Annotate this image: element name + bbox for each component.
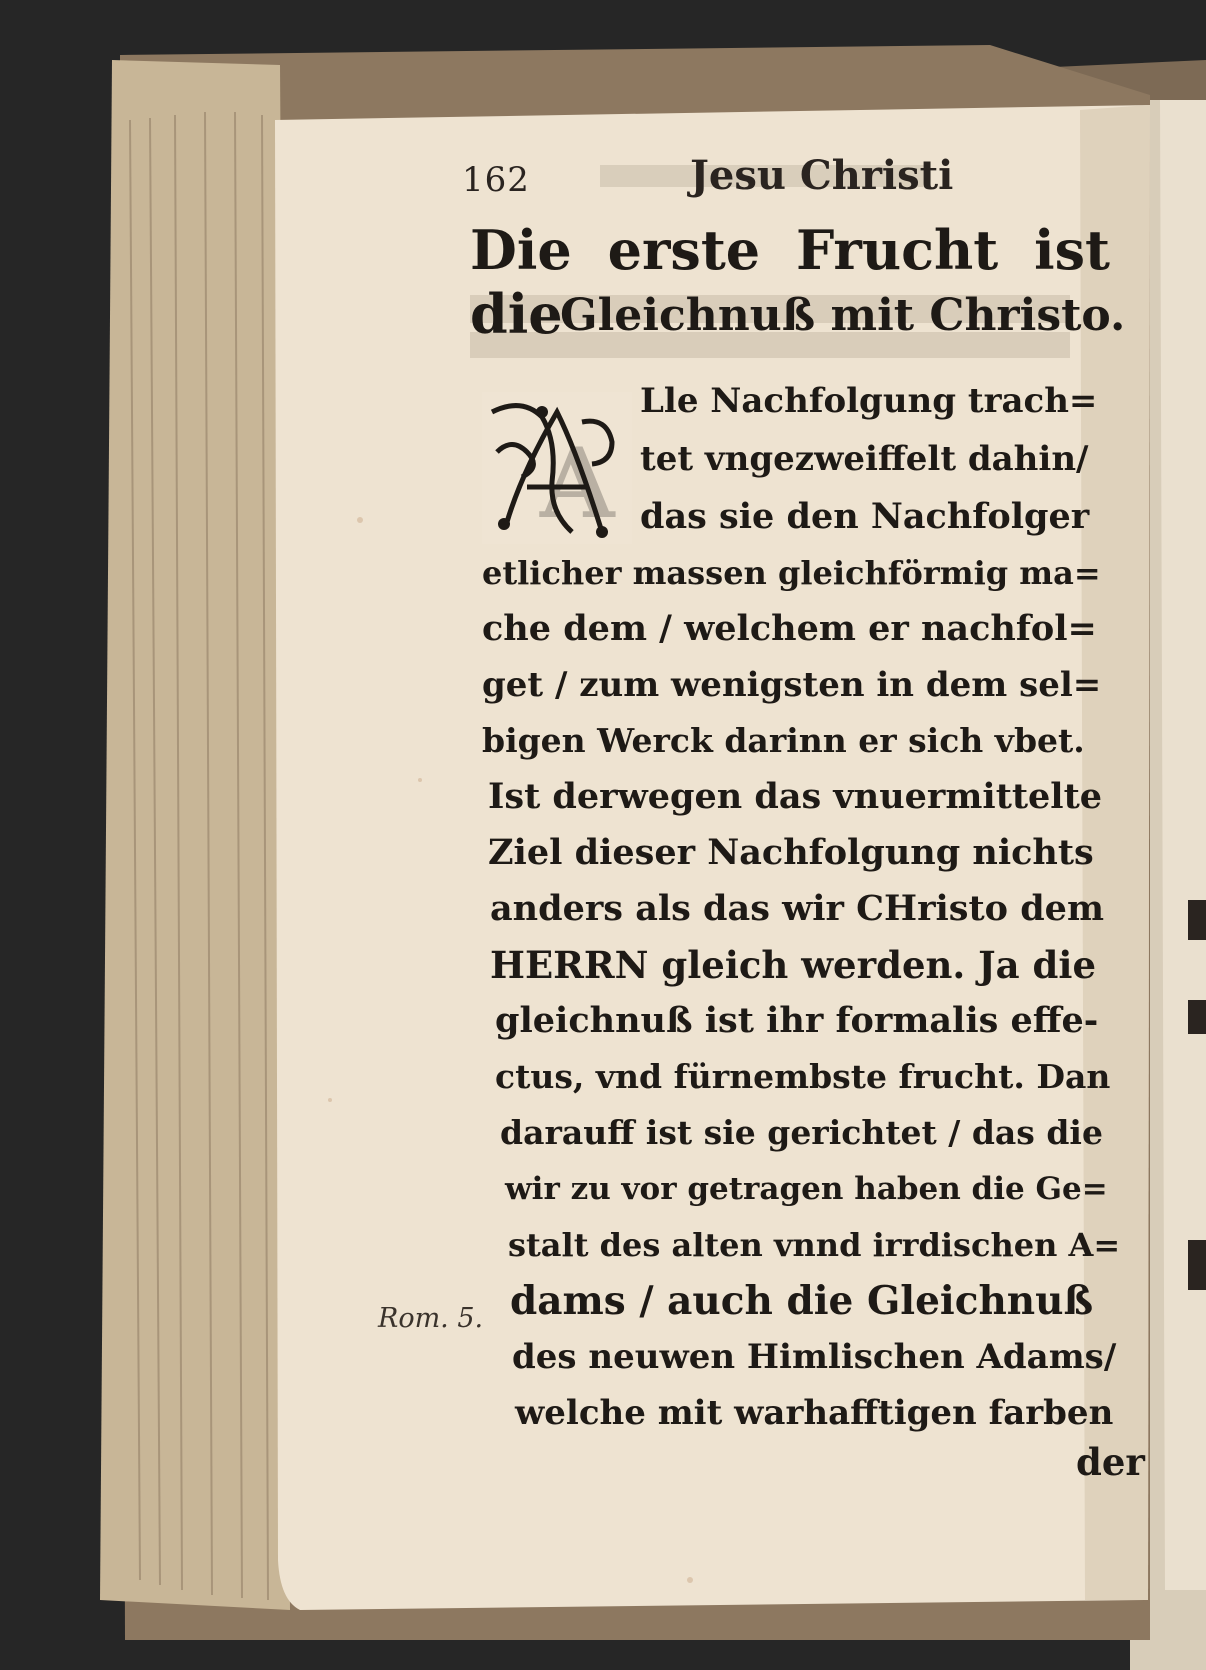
svg-text:A: A <box>540 427 615 540</box>
text-line: darauff ist sie gerichtet / das die <box>500 1113 1103 1152</box>
running-head: Jesu Christi <box>690 152 954 199</box>
catchword: der <box>1076 1440 1145 1484</box>
text-line: anders als das wir CHristo dem <box>490 888 1104 929</box>
text-line: get / zum wenigsten in dem sel= <box>482 665 1102 705</box>
text-line: bigen Werck darinn er sich vbet. <box>482 721 1085 760</box>
text-line: des neuwen Himlischen Adams/ <box>512 1337 1117 1377</box>
text-line: ctus, vnd fürnembste frucht. Dan <box>495 1057 1111 1096</box>
text-line: gleichnuß ist ihr formalis effe- <box>495 1000 1099 1041</box>
text-line: das sie den Nachfolger <box>640 496 1090 537</box>
text-line: Lle Nachfolgung trach= <box>640 381 1098 421</box>
text-line: stalt des alten vnnd irrdischen A= <box>508 1226 1121 1264</box>
text-line: Ist derwegen das vnuermittelte <box>488 776 1103 817</box>
text-line: dams / auch die Gleichnuß <box>510 1278 1094 1324</box>
page-number: 162 <box>462 160 530 200</box>
ornamental-initial-icon <box>482 392 632 544</box>
text-line: wir zu vor getragen haben die Ge= <box>505 1171 1108 1207</box>
drop-cap <box>482 392 632 544</box>
text-line: welche mit warhafftigen farben <box>515 1393 1114 1433</box>
text-line: Ziel dieser Nachfolgung nichts <box>488 832 1094 873</box>
chapter-subtitle: Gleichnuß mit Christo. <box>560 290 1126 341</box>
margin-note: Rom. 5. <box>378 1303 484 1334</box>
text-line: HERRN gleich werden. Ja die <box>490 943 1096 987</box>
text-line: etlicher massen gleichförmig ma= <box>482 554 1101 592</box>
text-line: che dem / welchem er nachfol= <box>482 608 1097 649</box>
chapter-title: Die erste Frucht ist die <box>470 218 1110 346</box>
text-line: tet vngezweiffelt dahin/ <box>640 439 1089 479</box>
